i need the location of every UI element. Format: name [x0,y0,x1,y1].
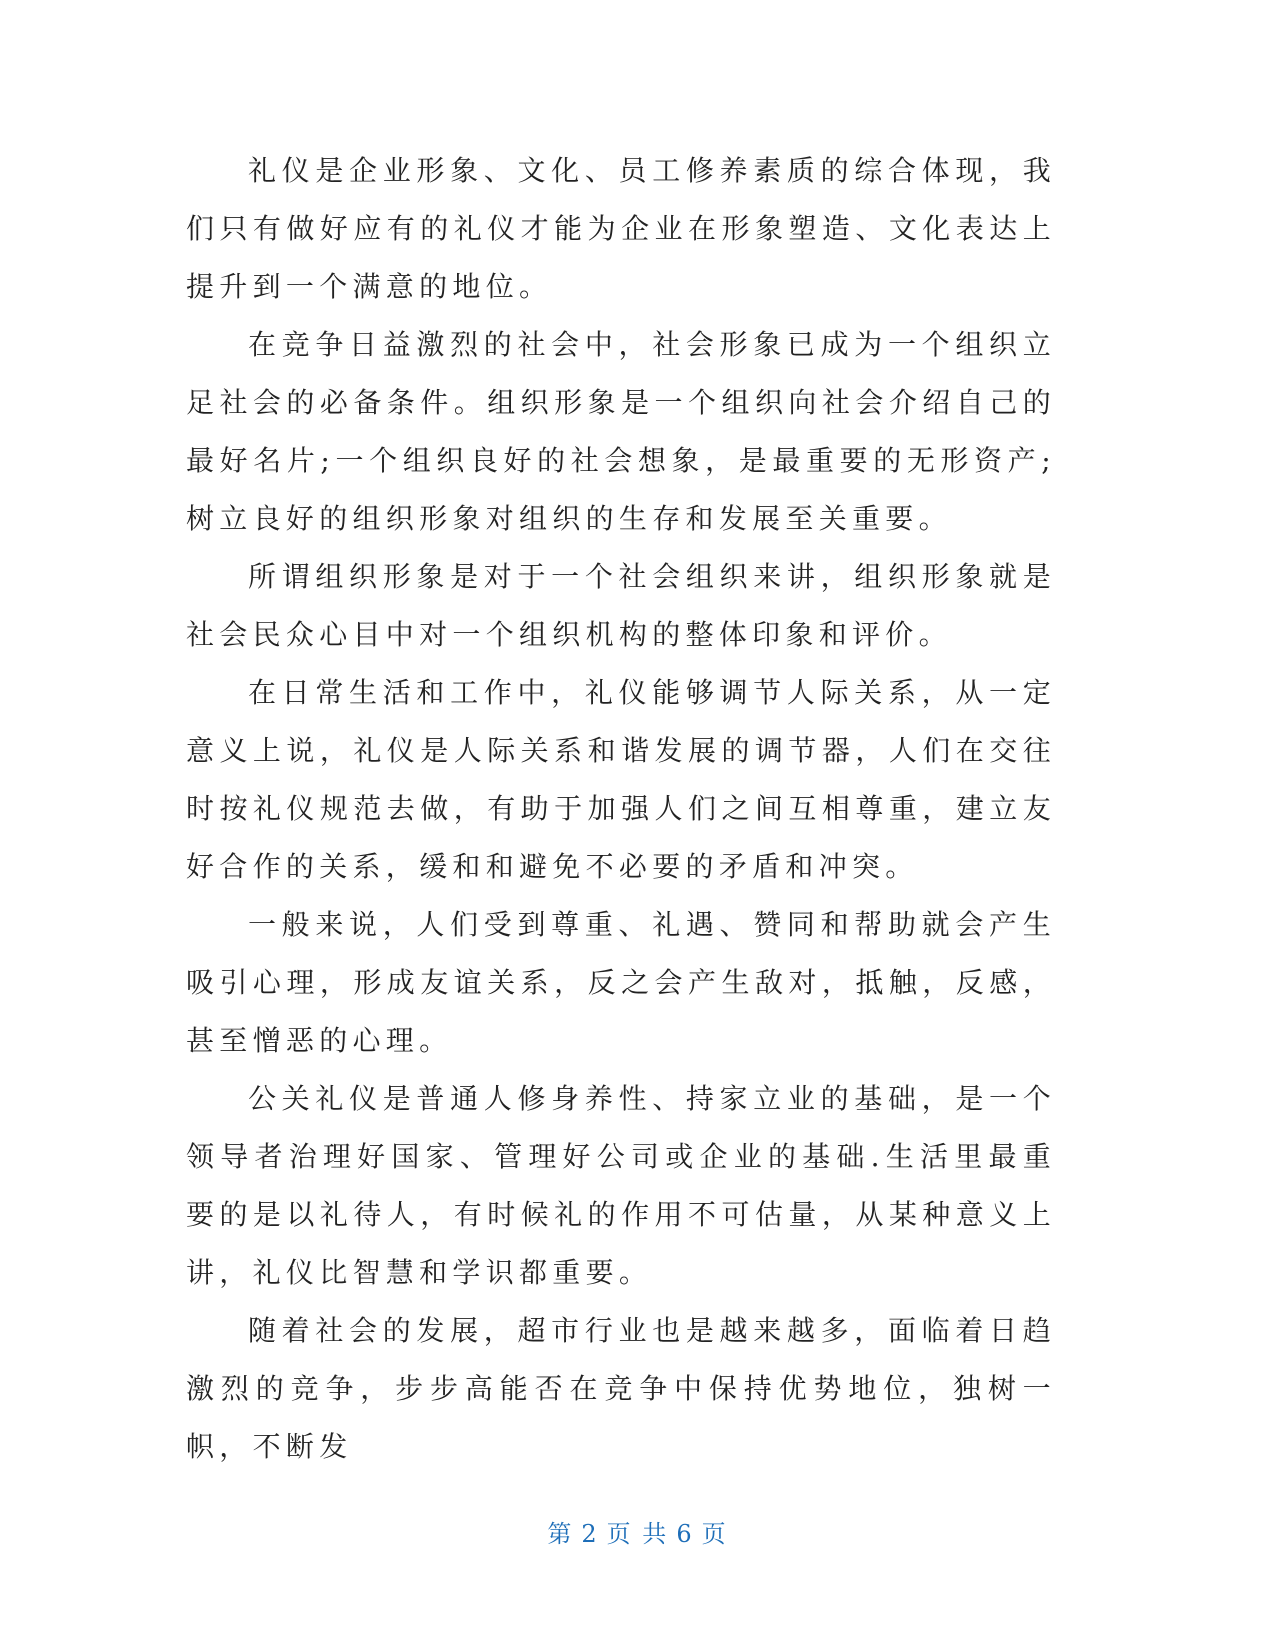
paragraph-7: 随着社会的发展，超市行业也是越来越多，面临着日趋激烈的竞争，步步高能否在竞争中保持优势地位，独树一帜，不断发 [186,1314,1056,1463]
footer-prefix: 第 [547,1520,574,1548]
paragraph-5: 一般来说，人们受到尊重、礼遇、赞同和帮助就会产生吸引心理，形成友谊关系，反之会产生敌对，抵触，反感，甚至憎恶的心理。 [186,908,1056,1057]
paragraph-3: 所谓组织形象是对于一个社会组织来讲，组织形象就是社会民众心目中对一个组织机构的整体印象和评价。 [186,560,1056,651]
current-page-number: 2 [581,1520,599,1548]
page-footer [0,1514,1275,1549]
paragraph-1: 礼仪是企业形象、文化、员工修养素质的综合体现，我们只有做好应有的礼仪才能为企业在形象塑造、文化表达上提升到一个满意的地位。 [186,154,1056,303]
document-body [186,142,1056,1476]
footer-middle: 页 共 [606,1520,669,1548]
paragraph-6: 公关礼仪是普通人修身养性、持家立业的基础，是一个领导者治理好国家、管理好公司或企业的基础.生活里最重要的是以礼待人，有时候礼的作用不可估量，从某种意义上讲，礼仪比智慧和学识都重要。 [186,1082,1056,1289]
paragraph-2: 在竞争日益激烈的社会中，社会形象已成为一个组织立足社会的必备条件。组织形象是一个组织向社会介绍自己的最好名片;一个组织良好的社会想象，是最重要的无形资产;树立良好的组织形象对组织的生存和发展至关重要。 [186,328,1056,535]
footer-suffix: 页 [701,1520,728,1548]
total-pages-number: 6 [676,1520,694,1548]
paragraph-4: 在日常生活和工作中，礼仪能够调节人际关系，从一定意义上说，礼仪是人际关系和谐发展的调节器，人们在交往时按礼仪规范去做，有助于加强人们之间互相尊重，建立友好合作的关系，缓和和避免不必要的矛盾和冲突。 [186,676,1056,883]
